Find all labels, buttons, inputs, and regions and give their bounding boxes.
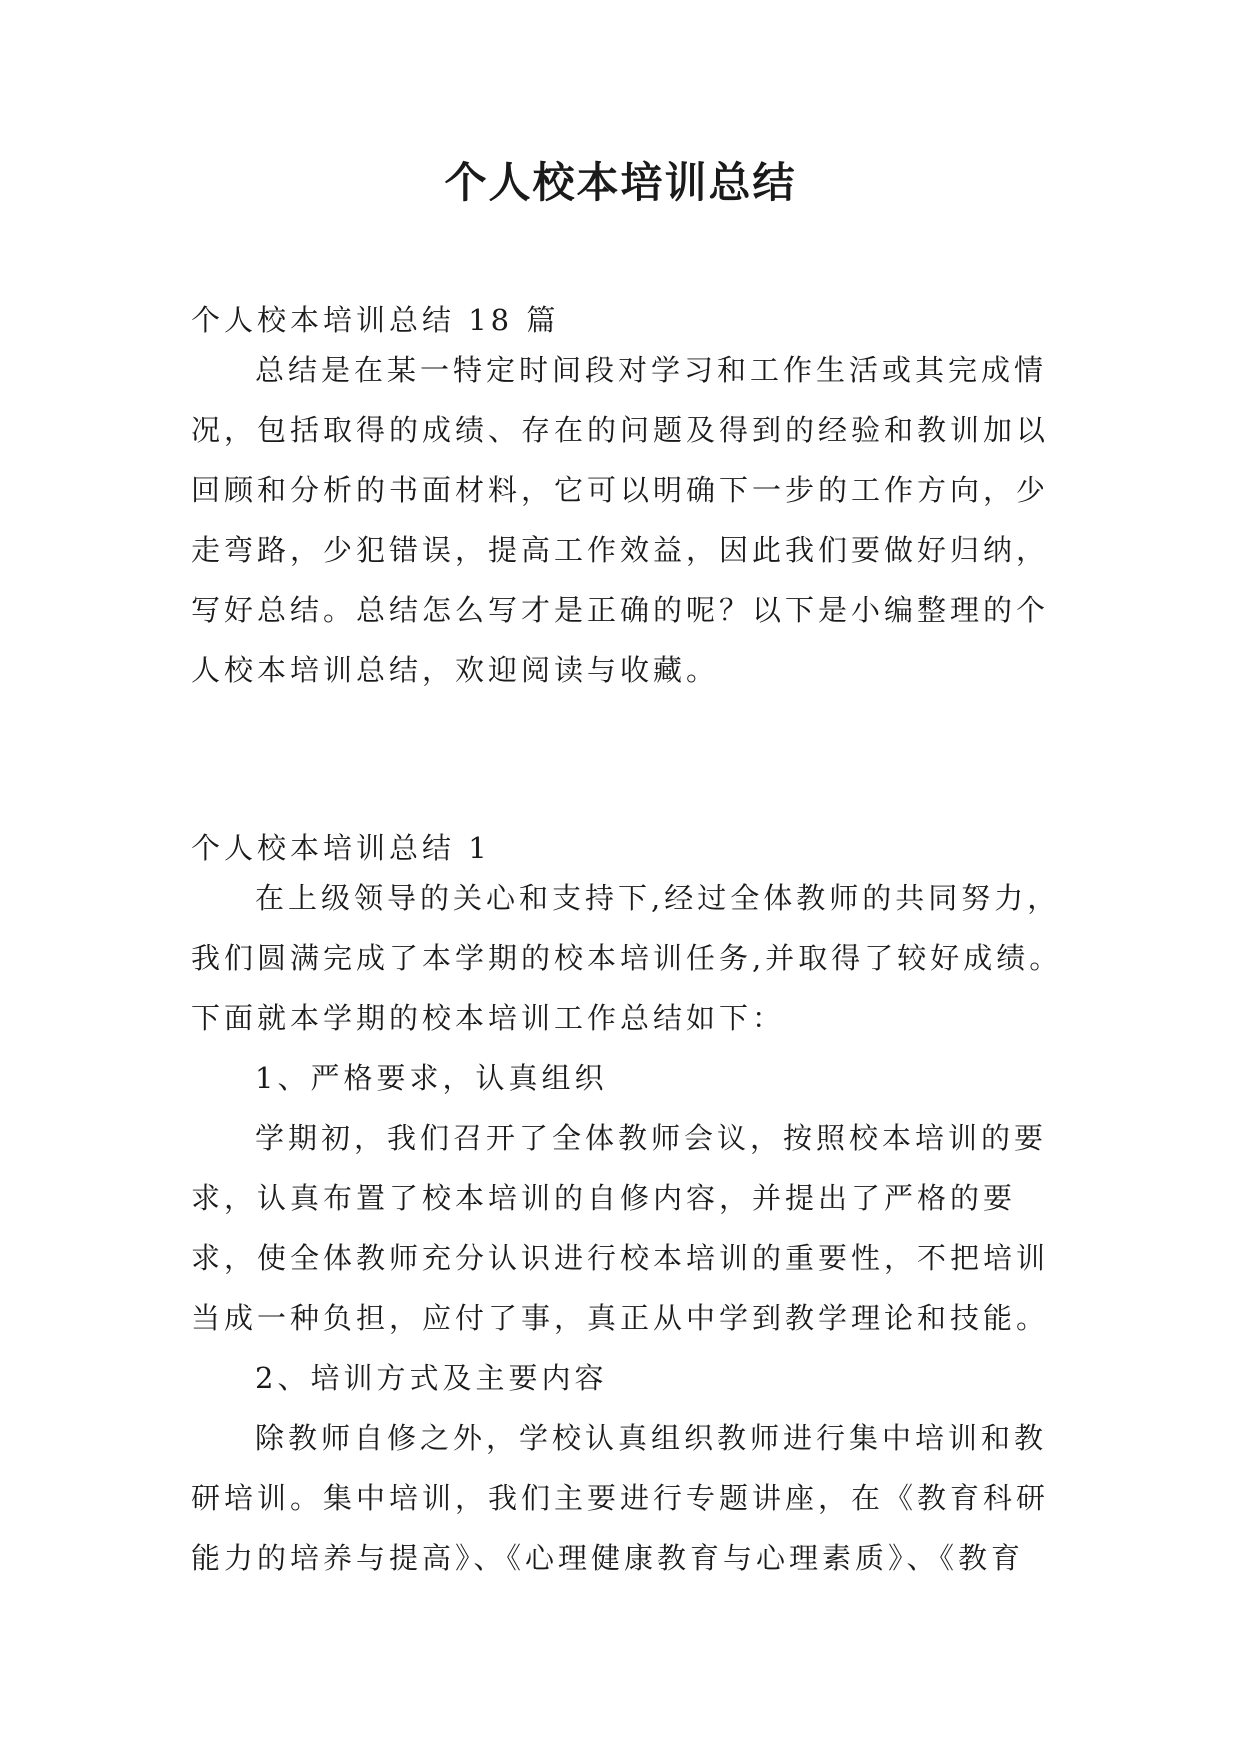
intro-paragraph: 总结是在某一特定时间段对学习和工作生活或其完成情况，包括取得的成绩、存在的问题及得到的经验和教训加以回顾和分析的书面材料，它可以明确下一步的工作方向，少走弯路，少犯错误，提高工作效益，因此我们要做好归纳，写好总结。总结怎么写才是正确的呢？以下是小编整理的个人校本培训总结，欢迎阅读与收藏。 bbox=[191, 353, 1050, 687]
document-title: 个人校本培训总结 bbox=[444, 158, 797, 207]
section-paragraph-2: 学期初，我们召开了全体教师会议，按照校本培训的要求，认真布置了校本培训的自修内容，并提出了严格的要求，使全体教师充分认识进行校本培训的重要性，不把培训当成一种负担，应付了事，真正从中学到教学理论和技能。 bbox=[191, 1121, 1050, 1335]
section-paragraph-3: 除教师自修之外，学校认真组织教师进行集中培训和教研培训。集中培训，我们主要进行专题讲座，在《教育科研能力的培养与提高》、《心理健康教育与心理素质》、《教育 bbox=[191, 1421, 1050, 1575]
document-subtitle: 个人校本培训总结 18 篇 bbox=[191, 303, 560, 337]
section-paragraph-1: 在上级领导的关心和支持下,经过全体教师的共同努力，我们圆满完成了本学期的校本培训任务,并取得了较好成绩。下面就本学期的校本培训工作总结如下： bbox=[191, 881, 1063, 1035]
section-heading-1: 1、严格要求，认真组织 bbox=[255, 1061, 608, 1095]
section-title: 个人校本培训总结 1 bbox=[191, 831, 491, 865]
section-body bbox=[191, 868, 1071, 1588]
section-heading-2: 2、培训方式及主要内容 bbox=[255, 1361, 608, 1395]
